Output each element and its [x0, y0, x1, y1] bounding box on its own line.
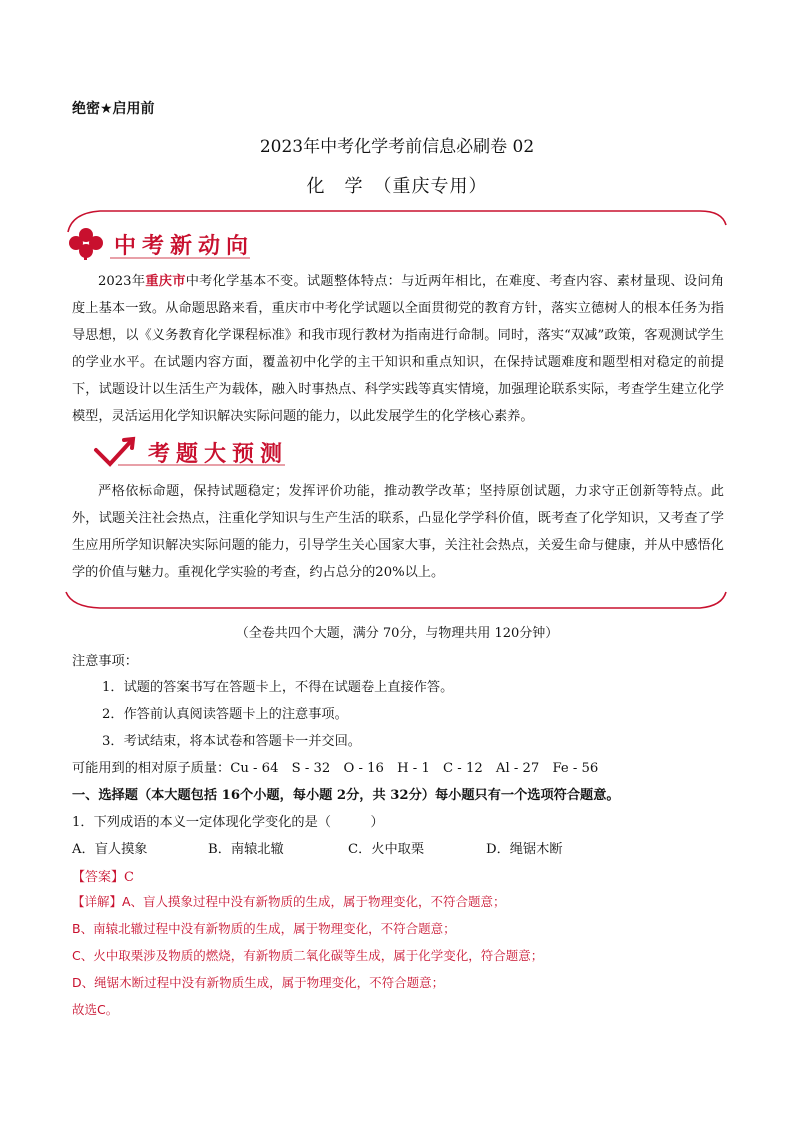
option-b: B．南辕北辙 — [208, 842, 284, 857]
part1-label: 一、选择题 — [72, 788, 138, 803]
notice-item: 1．试题的答案书写在答题卡上，不得在试题卷上直接作答。 — [102, 680, 454, 695]
notice-item: 3．考试结束，将本试卷和答题卡一并交回。 — [102, 734, 361, 749]
section1-text-after: 中考化学基本不变。试题整体特点：与近两年相比，在难度、考查内容、素材量现、设问角度上基本一致。从命题思路来看，重庆市中考化学试题以全面贯彻党的教育方针，落实立德树人的根本任务为指导思想，以《义务教育化学课程标准》和我市现行教材为指南进行命制。同时，落实“双减”政策，客观测试学生的学业水平。在试题内容方面，覆盖初中化学的主干知识和重点知识，在保持试题难度和题型相对稳定的前提下，试题设计以生活生产为载体，融入时事热点、科学实践等真实情境，加强理论联系实际，考查学生建立化学模型，灵活运用化学知识解决实际问题的能力，以此发展学生的化学核心素养。 — [72, 274, 725, 424]
detail-line: 【详解】A、盲人摸象过程中没有新物质的生成，属于物理变化，不符合题意； — [72, 894, 506, 909]
part1-desc: （本大题包括 16个小题，每小题 2分，共 32分）每小题只有一个选项符合题意。 — [137, 788, 620, 803]
answer: 【答案】C — [72, 870, 134, 885]
document-subtitle: 化 学 （重庆专用） — [306, 176, 488, 197]
option-a: A．盲人摸象 — [72, 842, 148, 857]
option-c: C．火中取栗 — [348, 842, 425, 857]
section1-paragraph — [72, 268, 724, 430]
section1-heading: 中考新动向 — [114, 234, 255, 259]
section2-heading: 考题大预测 — [148, 442, 289, 467]
notice-title: 注意事项： — [72, 654, 138, 669]
section1-text-before: 2023年 — [98, 274, 146, 289]
part1-header — [72, 784, 620, 803]
section1-text-highlight: 重庆市 — [145, 274, 186, 289]
detail-line: B、南辕北辙过程中没有新物质的生成，属于物理变化，不符合题意； — [72, 921, 456, 936]
secret-label: 绝密★启用前 — [72, 101, 155, 117]
notice-item: 2．作答前认真阅读答题卡上的注意事项。 — [102, 707, 348, 722]
question-stem: 1．下列成语的本义一定体现化学变化的是（ ） — [72, 815, 384, 830]
detail-line: C、火中取栗涉及物质的燃烧，有新物质二氧化碳等生成，属于化学变化，符合题意； — [72, 948, 544, 963]
section2-paragraph: 严格依标命题，保持试题稳定；发挥评价功能，推动教学改革；坚持原创试题，力求守正创新等特点。此外，试题关注社会热点，注重化学知识与生产生活的联系，凸显化学学科价值，既考查了化学知识，又考查了学生应用所学知识解决实际问题的能力，引导学生关心国家大事，关注社会热点，关爱生命与健康，并从中感悟化学的价值与魅力。重视化学实验的考查，约占总分的20%以上。 — [72, 484, 724, 580]
option-d: D．绳锯木断 — [486, 842, 563, 857]
document-title: 2023年中考化学考前信息必刷卷 02 — [259, 137, 535, 157]
atomic-masses: 可能用到的相对原子质量：Cu - 64 S - 32 O - 16 H - 1 C - 12 Al - 27 Fe - 56 — [72, 761, 599, 776]
bottom-arc-line — [66, 592, 726, 608]
detail-line: D、绳锯木断过程中没有新物质生成，属于物理变化，不符合题意； — [72, 975, 445, 990]
exam-info: （全卷共四个大题，满分 70分，与物理共用 120分钟） — [235, 626, 559, 641]
top-arc-line — [150, 211, 726, 225]
detail-line: 故选C。 — [72, 1002, 119, 1017]
